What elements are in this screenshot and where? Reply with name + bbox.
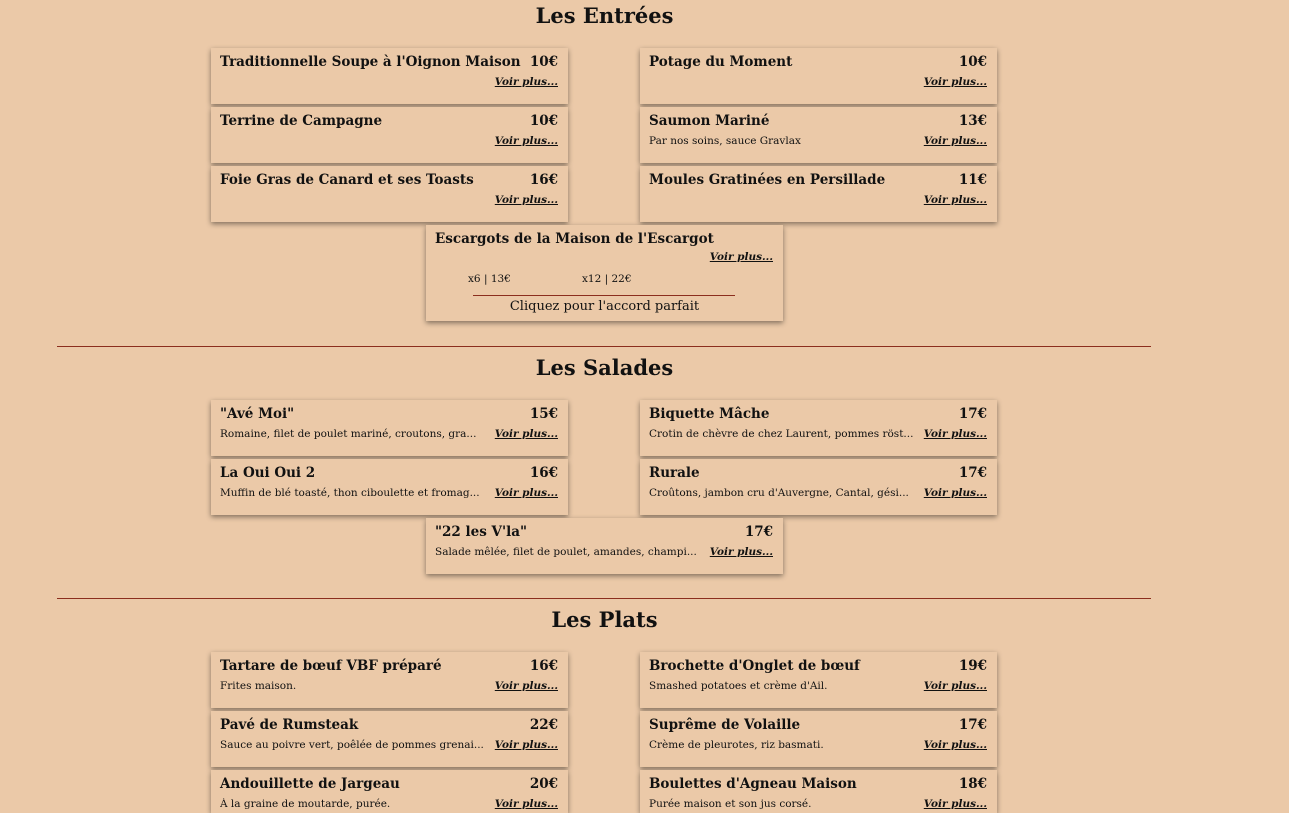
item-price: 17€ xyxy=(958,717,987,733)
accord-link[interactable]: Cliquez pour l'accord parfait xyxy=(509,299,700,314)
portion-option: x6 | 13€ xyxy=(468,273,511,285)
menu-item-card[interactable] xyxy=(211,48,568,104)
item-name: La Oui Oui 2 xyxy=(220,465,316,481)
section-title-entrees: Les Entrées xyxy=(535,3,674,28)
item-price: 10€ xyxy=(529,54,558,70)
item-description: Crème de pleurotes, riz basmati. xyxy=(649,739,824,751)
menu-item-card[interactable] xyxy=(211,166,568,222)
voir-plus-link[interactable]: Voir plus... xyxy=(709,546,773,558)
voir-plus-link[interactable]: Voir plus... xyxy=(494,798,558,810)
item-price: 18€ xyxy=(958,776,987,792)
voir-plus-link[interactable]: Voir plus... xyxy=(494,194,558,206)
item-price: 16€ xyxy=(529,172,558,188)
menu-item-card[interactable] xyxy=(211,400,568,456)
voir-plus-link[interactable]: Voir plus... xyxy=(923,135,987,147)
voir-plus-link[interactable]: Voir plus... xyxy=(923,428,987,440)
voir-plus-link[interactable]: Voir plus... xyxy=(923,194,987,206)
voir-plus-link[interactable]: Voir plus... xyxy=(494,428,558,440)
menu-item-card[interactable] xyxy=(211,770,568,813)
item-description: Romaine, filet de poulet mariné, croutons, gra... xyxy=(220,428,477,440)
item-name: Pavé de Rumsteak xyxy=(220,717,359,733)
item-price: 15€ xyxy=(529,406,558,422)
item-price: 17€ xyxy=(958,406,987,422)
menu-item-card[interactable] xyxy=(211,711,568,767)
voir-plus-link[interactable]: Voir plus... xyxy=(923,798,987,810)
section-divider xyxy=(57,346,1151,347)
item-name: Brochette d'Onglet de bœuf xyxy=(649,658,860,674)
menu-item-card[interactable] xyxy=(640,107,997,163)
item-price: 20€ xyxy=(529,776,558,792)
item-name: Saumon Mariné xyxy=(649,113,770,129)
menu-item-card[interactable] xyxy=(640,770,997,813)
voir-plus-link[interactable]: Voir plus... xyxy=(923,76,987,88)
item-price: 11€ xyxy=(958,172,987,188)
featured-item-card[interactable] xyxy=(426,225,783,321)
item-name: Potage du Moment xyxy=(649,54,793,70)
item-description: Crotin de chèvre de chez Laurent, pommes röst... xyxy=(649,428,914,440)
voir-plus-link[interactable]: Voir plus... xyxy=(923,680,987,692)
item-price: 19€ xyxy=(958,658,987,674)
item-description: Croûtons, jambon cru d'Auvergne, Cantal, gési... xyxy=(649,487,909,499)
item-name: Escargots de la Maison de l'Escargot xyxy=(435,231,714,247)
item-price: 16€ xyxy=(529,465,558,481)
item-price: 17€ xyxy=(744,524,773,540)
item-name: Moules Gratinées en Persillade xyxy=(649,172,886,188)
item-description: Smashed potatoes et crème d'Ail. xyxy=(649,680,828,692)
menu-item-card[interactable] xyxy=(640,48,997,104)
voir-plus-link[interactable]: Voir plus... xyxy=(923,487,987,499)
item-description: Par nos soins, sauce Gravlax xyxy=(649,135,801,147)
item-description: Frites maison. xyxy=(220,680,297,692)
menu-item-card[interactable] xyxy=(640,459,997,515)
item-name: Boulettes d'Agneau Maison xyxy=(649,776,857,792)
item-price: 13€ xyxy=(958,113,987,129)
menu-item-card[interactable] xyxy=(640,166,997,222)
item-description: Muffin de blé toasté, thon ciboulette et fromag... xyxy=(220,487,480,499)
item-name: Suprême de Volaille xyxy=(649,717,801,733)
accord-divider xyxy=(473,295,735,296)
item-price: 16€ xyxy=(529,658,558,674)
section-divider xyxy=(57,598,1151,599)
voir-plus-link[interactable]: Voir plus... xyxy=(494,76,558,88)
item-description: Sauce au poivre vert, poêlée de pommes grenai... xyxy=(220,739,484,751)
item-name: Foie Gras de Canard et ses Toasts xyxy=(220,172,474,188)
item-description: Purée maison et son jus corsé. xyxy=(649,798,812,810)
item-name: Traditionnelle Soupe à l'Oignon Maison xyxy=(220,54,521,70)
menu-item-card[interactable] xyxy=(640,400,997,456)
menu-item-card[interactable] xyxy=(211,459,568,515)
item-name: "22 les V'la" xyxy=(435,524,528,540)
item-price: 10€ xyxy=(529,113,558,129)
menu-item-card[interactable] xyxy=(640,711,997,767)
item-name: "Avé Moi" xyxy=(220,406,295,422)
item-name: Tartare de bœuf VBF préparé xyxy=(220,658,442,674)
voir-plus-link[interactable]: Voir plus... xyxy=(923,739,987,751)
menu-item-card[interactable] xyxy=(426,518,783,574)
item-price: 10€ xyxy=(958,54,987,70)
section-title-plats: Les Plats xyxy=(551,607,658,632)
item-name: Rurale xyxy=(649,465,700,481)
voir-plus-link[interactable]: Voir plus... xyxy=(494,135,558,147)
item-price: 22€ xyxy=(529,717,558,733)
menu-item-card[interactable] xyxy=(640,652,997,708)
voir-plus-link[interactable]: Voir plus... xyxy=(709,251,773,263)
voir-plus-link[interactable]: Voir plus... xyxy=(494,487,558,499)
menu-item-card[interactable] xyxy=(211,107,568,163)
item-name: Terrine de Campagne xyxy=(220,113,383,129)
menu-item-card[interactable] xyxy=(211,652,568,708)
item-name: Biquette Mâche xyxy=(649,406,770,422)
item-price: 17€ xyxy=(958,465,987,481)
section-title-salades: Les Salades xyxy=(535,355,674,380)
portion-option: x12 | 22€ xyxy=(582,273,632,285)
item-name: Andouillette de Jargeau xyxy=(220,776,400,792)
item-description: Salade mêlée, filet de poulet, amandes, champi... xyxy=(435,546,697,558)
item-description: À la graine de moutarde, purée. xyxy=(220,798,391,810)
voir-plus-link[interactable]: Voir plus... xyxy=(494,739,558,751)
voir-plus-link[interactable]: Voir plus... xyxy=(494,680,558,692)
